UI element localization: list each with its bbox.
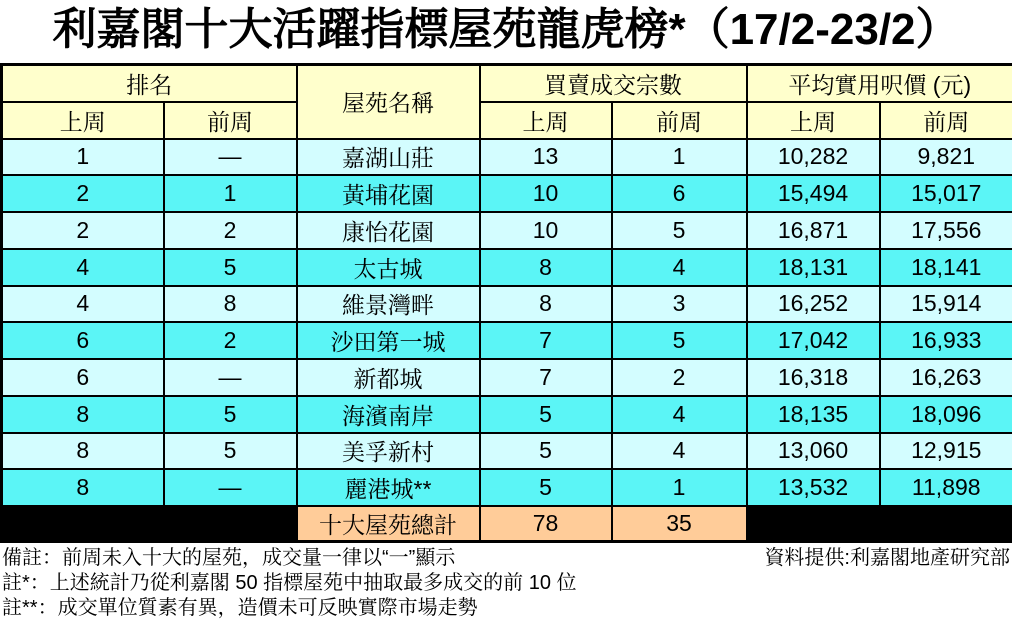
table-row [2,139,1012,176]
header-row-weeks [2,102,1012,139]
note-line-1 [2,546,1010,571]
tx-last-cell: 8 [480,249,612,286]
rank-prev-cell: 5 [164,249,297,286]
rank-prev-cell: 2 [164,212,297,249]
price-last-cell: 18,135 [747,396,880,433]
price-prev-cell: 18,141 [880,249,1012,286]
header-rank-prev-week: 前周 [164,102,297,139]
price-prev-cell: 16,263 [880,359,1012,396]
header-rank-group: 排名 [2,65,297,102]
price-last-cell: 15,494 [747,175,880,212]
price-last-cell: 16,318 [747,359,880,396]
header-tx-last-week: 上周 [480,102,612,139]
estate-cell: 沙田第一城 [297,322,480,359]
rank-prev-cell: 5 [164,433,297,470]
tx-prev-cell: 2 [612,359,747,396]
header-estate-name: 屋苑名稱 [297,65,480,139]
price-prev-cell: 18,096 [880,396,1012,433]
estate-cell: 嘉湖山莊 [297,139,480,176]
price-last-cell: 16,871 [747,212,880,249]
estate-cell: 太古城 [297,249,480,286]
header-transactions-group: 買賣成交宗數 [480,65,747,102]
rank-prev-cell: — [164,359,297,396]
header-rank-last-week: 上周 [2,102,164,139]
table-row [2,433,1012,470]
price-last-cell: 13,060 [747,433,880,470]
tx-last-cell: 5 [480,396,612,433]
header-price-group: 平均實用呎價 (元) [747,65,1012,102]
rank-prev-cell: 1 [164,175,297,212]
rank-last-cell: 4 [2,249,164,286]
note-line-3 [2,596,1010,621]
rank-prev-cell: 2 [164,322,297,359]
price-last-cell: 10,282 [747,139,880,176]
ranking-table [0,63,1012,543]
estate-cell: 美孚新村 [297,433,480,470]
note1-remark: 備註：前周未入十大的屋苑，成交量一律以“一”顯示 [2,547,456,569]
tx-prev-cell: 3 [612,286,747,323]
tx-last-cell: 5 [480,433,612,470]
price-prev-cell: 9,821 [880,139,1012,176]
total-row-filler-left [2,506,297,542]
rank-last-cell: 2 [2,175,164,212]
price-last-cell: 16,252 [747,286,880,323]
note-line-2 [2,571,1010,596]
tx-last-cell: 10 [480,212,612,249]
tx-prev-cell: 4 [612,396,747,433]
note2-text: 註*：上述統計乃從利嘉閣 50 指標屋苑中抽取最多成交的前 10 位 [2,572,577,594]
price-last-cell: 13,532 [747,469,880,506]
tx-prev-cell: 4 [612,433,747,470]
header-price-prev-week: 前周 [880,102,1012,139]
estate-cell: 維景灣畔 [297,286,480,323]
header-price-last-week: 上周 [747,102,880,139]
tx-last-cell: 10 [480,175,612,212]
estate-cell: 麗港城** [297,469,480,506]
total-label: 十大屋苑總計 [297,506,480,542]
header-row-groups [2,65,1012,102]
rank-last-cell: 8 [2,469,164,506]
rank-prev-cell: 5 [164,396,297,433]
rank-prev-cell: — [164,469,297,506]
price-prev-cell: 11,898 [880,469,1012,506]
tx-last-cell: 8 [480,286,612,323]
table-row [2,396,1012,433]
estate-cell: 康怡花園 [297,212,480,249]
tx-prev-cell: 5 [612,322,747,359]
rank-last-cell: 6 [2,322,164,359]
tx-last-cell: 7 [480,322,612,359]
note1-source: 資料提供:利嘉閣地產研究部 [764,547,1010,569]
table-row [2,175,1012,212]
table-row [2,286,1012,323]
table-row [2,469,1012,506]
rank-last-cell: 2 [2,212,164,249]
price-last-cell: 17,042 [747,322,880,359]
rank-last-cell: 6 [2,359,164,396]
tx-last-cell: 5 [480,469,612,506]
rank-last-cell: 4 [2,286,164,323]
table-row [2,359,1012,396]
tx-prev-cell: 1 [612,469,747,506]
rank-last-cell: 8 [2,396,164,433]
total-tx-prev: 35 [612,506,747,542]
estate-cell: 黃埔花園 [297,175,480,212]
table-row [2,212,1012,249]
footer-notes [2,546,1010,621]
rank-last-cell: 1 [2,139,164,176]
total-tx-last: 78 [480,506,612,542]
price-prev-cell: 12,915 [880,433,1012,470]
note3-text: 註**：成交單位質素有異，造價未可反映實際市場走勢 [2,597,478,619]
tx-prev-cell: 1 [612,139,747,176]
table-row [2,322,1012,359]
rank-prev-cell: 8 [164,286,297,323]
tx-prev-cell: 5 [612,212,747,249]
price-prev-cell: 15,914 [880,286,1012,323]
tx-prev-cell: 4 [612,249,747,286]
price-last-cell: 18,131 [747,249,880,286]
price-prev-cell: 16,933 [880,322,1012,359]
price-prev-cell: 15,017 [880,175,1012,212]
table-row [2,249,1012,286]
total-row-filler-right [747,506,1012,542]
estate-cell: 新都城 [297,359,480,396]
tx-last-cell: 7 [480,359,612,396]
page-title: 利嘉閣十大活躍指標屋苑龍虎榜*（17/2-23/2） [52,5,960,54]
header-tx-prev-week: 前周 [612,102,747,139]
tx-last-cell: 13 [480,139,612,176]
tx-prev-cell: 6 [612,175,747,212]
rank-prev-cell: — [164,139,297,176]
price-prev-cell: 17,556 [880,212,1012,249]
estate-cell: 海濱南岸 [297,396,480,433]
rank-last-cell: 8 [2,433,164,470]
total-row [2,506,1012,542]
